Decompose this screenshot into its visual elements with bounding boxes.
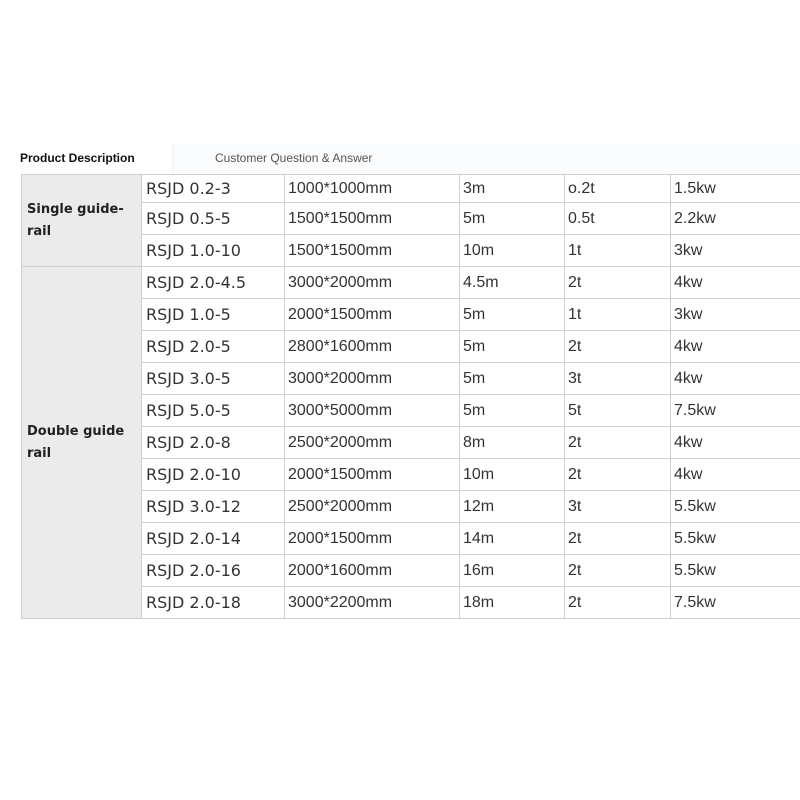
platform-size-cell: 2000*1500mm (285, 523, 460, 555)
group-label-single: Single guide-rail (22, 175, 142, 267)
platform-size-cell: 2500*2000mm (285, 427, 460, 459)
motor-power-cell: 4kw (671, 427, 800, 459)
model-cell: RSJD 0.2-3 (142, 175, 285, 203)
load-capacity-cell: 3t (565, 363, 671, 395)
motor-power-cell: 4kw (671, 459, 800, 491)
motor-power-cell: 2.2kw (671, 203, 800, 235)
motor-power-cell: 5.5kw (671, 523, 800, 555)
lift-height-cell: 10m (460, 235, 565, 267)
table-row (22, 267, 800, 299)
platform-size-cell: 2000*1500mm (285, 299, 460, 331)
motor-power-cell: 4kw (671, 267, 800, 299)
platform-size-cell: 3000*2200mm (285, 587, 460, 619)
load-capacity-cell: 2t (565, 555, 671, 587)
load-capacity-cell: 0.5t (565, 203, 671, 235)
load-capacity-cell: 2t (565, 331, 671, 363)
lift-height-cell: 3m (460, 175, 565, 203)
lift-height-cell: 12m (460, 491, 565, 523)
motor-power-cell: 7.5kw (671, 587, 800, 619)
lift-height-cell: 14m (460, 523, 565, 555)
platform-size-cell: 3000*5000mm (285, 395, 460, 427)
description-tab-bar (0, 144, 800, 174)
lift-height-cell: 10m (460, 459, 565, 491)
platform-size-cell: 3000*2000mm (285, 267, 460, 299)
tab-product-description[interactable]: Product Description (0, 144, 172, 174)
lift-height-cell: 18m (460, 587, 565, 619)
load-capacity-cell: 1t (565, 235, 671, 267)
load-capacity-cell: 2t (565, 427, 671, 459)
lift-height-cell: 5m (460, 299, 565, 331)
model-cell: RSJD 2.0-16 (142, 555, 285, 587)
model-cell: RSJD 5.0-5 (142, 395, 285, 427)
model-cell: RSJD 0.5-5 (142, 203, 285, 235)
load-capacity-cell: 2t (565, 587, 671, 619)
motor-power-cell: 4kw (671, 331, 800, 363)
lift-height-cell: 5m (460, 331, 565, 363)
model-cell: RSJD 2.0-8 (142, 427, 285, 459)
motor-power-cell: 5.5kw (671, 555, 800, 587)
model-cell: RSJD 2.0-14 (142, 523, 285, 555)
model-cell: RSJD 1.0-5 (142, 299, 285, 331)
platform-size-cell: 2000*1600mm (285, 555, 460, 587)
lift-height-cell: 16m (460, 555, 565, 587)
platform-size-cell: 3000*2000mm (285, 363, 460, 395)
group-label-double: Double guide rail (22, 267, 142, 619)
motor-power-cell: 7.5kw (671, 395, 800, 427)
platform-size-cell: 2000*1500mm (285, 459, 460, 491)
lift-height-cell: 4.5m (460, 267, 565, 299)
spec-table-container (21, 174, 800, 619)
load-capacity-cell: 2t (565, 459, 671, 491)
model-cell: RSJD 2.0-4.5 (142, 267, 285, 299)
platform-size-cell: 2500*2000mm (285, 491, 460, 523)
load-capacity-cell: 2t (565, 267, 671, 299)
motor-power-cell: 3kw (671, 235, 800, 267)
lift-height-cell: 5m (460, 363, 565, 395)
spec-table (21, 174, 800, 619)
model-cell: RSJD 2.0-10 (142, 459, 285, 491)
load-capacity-cell: o.2t (565, 175, 671, 203)
model-cell: RSJD 3.0-12 (142, 491, 285, 523)
motor-power-cell: 5.5kw (671, 491, 800, 523)
lift-height-cell: 5m (460, 395, 565, 427)
model-cell: RSJD 1.0-10 (142, 235, 285, 267)
tab-customer-question-answer[interactable]: Customer Question & Answer (172, 144, 800, 174)
load-capacity-cell: 3t (565, 491, 671, 523)
load-capacity-cell: 1t (565, 299, 671, 331)
model-cell: RSJD 2.0-18 (142, 587, 285, 619)
platform-size-cell: 1500*1500mm (285, 235, 460, 267)
platform-size-cell: 1500*1500mm (285, 203, 460, 235)
model-cell: RSJD 2.0-5 (142, 331, 285, 363)
table-row (22, 175, 800, 203)
motor-power-cell: 3kw (671, 299, 800, 331)
lift-height-cell: 8m (460, 427, 565, 459)
lift-height-cell: 5m (460, 203, 565, 235)
motor-power-cell: 4kw (671, 363, 800, 395)
model-cell: RSJD 3.0-5 (142, 363, 285, 395)
motor-power-cell: 1.5kw (671, 175, 800, 203)
platform-size-cell: 1000*1000mm (285, 175, 460, 203)
load-capacity-cell: 2t (565, 523, 671, 555)
load-capacity-cell: 5t (565, 395, 671, 427)
platform-size-cell: 2800*1600mm (285, 331, 460, 363)
